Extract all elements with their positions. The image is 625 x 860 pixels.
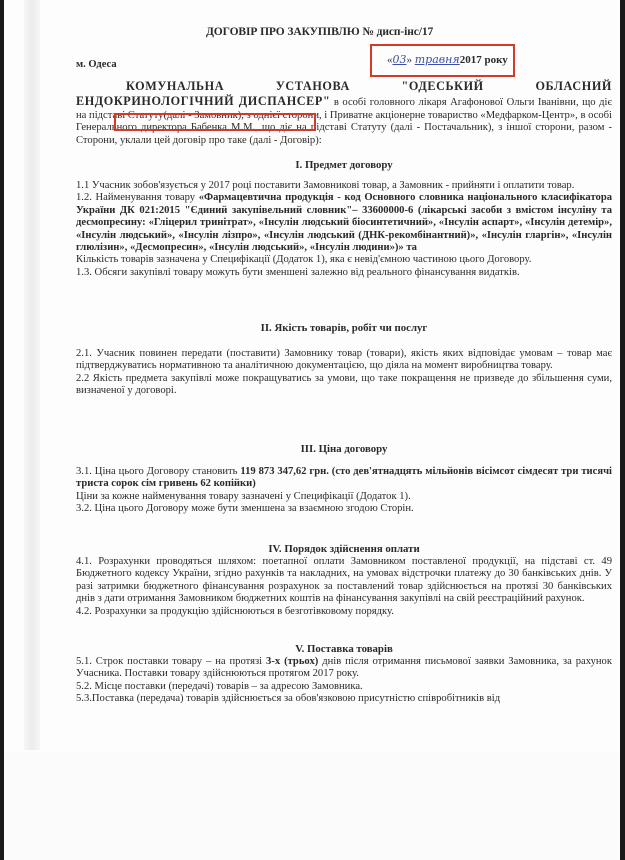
scan-shadow <box>24 0 40 750</box>
clause-3-1 <box>76 466 612 491</box>
clause-5-3: 5.3.Поставка (передача) товарів здійснюється за обов'язковою присутністю співробітників від <box>76 693 501 705</box>
section-heading-4: IV. Порядок здійснення оплати <box>268 543 420 555</box>
highlighted-representative: Генерального директора Бабенка М.М. <box>76 122 256 134</box>
parties-text-2: , що діє на підставі Статуту (далі - Постачальник), з іншої сторони, разом - Сторони, уклали цей договір про таке (далі - Договір): <box>76 122 612 146</box>
section-4-body <box>76 556 612 618</box>
date-day-handwritten: 03 <box>392 53 407 66</box>
section-2-body <box>76 348 612 398</box>
clause-1-2-lead: 1.2. Найменування товару <box>76 192 199 204</box>
clause-1-2 <box>76 192 612 254</box>
clause-2-2: 2.2 Якість предмета закупівлі може покращуватись за умови, що таке покращення не призведе до збільшення суми, визначеної у договорі. <box>76 372 612 397</box>
section-heading-5: V. Поставка товарів <box>295 643 393 655</box>
date-open-quote: « <box>387 54 393 66</box>
city-label: м. Одеса <box>76 59 117 70</box>
document-title: ДОГОВІР ПРО ЗАКУПІВЛЮ № дисп-інс/17 <box>206 26 434 38</box>
parties-text-1: в особі головного лікаря Агафонової Ольги Іванівни, що діє на підставі Статуту(далі - Замовник), з однієї сторони, і Приватне акціонерне товариство «Медфарком-Центр», в особі <box>76 97 612 121</box>
clause-3-1-lead: 3.1. Ціна цього Договору становить <box>76 466 241 477</box>
contract-price: 119 873 347,62 грн. (сто дев'ятнадцять мільйонів вісімсот сімдесят три тисячі триста сорок сім гривень 62 копійки) <box>76 466 612 490</box>
section-heading-3: III. Ціна договору <box>300 443 388 455</box>
section-5-body <box>76 656 612 706</box>
clause-3-2: 3.2. Ціна цього Договору може бути зменшена за взаємною згодою Сторін. <box>76 503 414 515</box>
customer-name: КОМУНАЛЬНА УСТАНОВА "ОДЕСЬКИЙ ОБЛАСНИЙ ЕНДОКРИНОЛОГІЧНИЙ ДИСПАНСЕР" <box>76 79 612 109</box>
clause-5-1-lead: 5.1. Строк поставки товару – на протязі <box>76 656 267 667</box>
date-close-quote: » <box>406 54 412 66</box>
clause-1-2-product: «Фармацевтична продукція - код Основного словника національного класифікатора України ДК 021:2015 "Єдиний закупівельний словник"– 33600000-6 (лікарські засоби з вмістом інсуліну та десмопресину: «Гліцерил тринітрат», «Інсулін людський біосинтетичний», «Інсулін аспарт», «Інсулін детемір», «Інсулін людський», «Інсулін лізпро», «Інсулін людський (ДНК-рекомбінантний)», «Інсулін гларгін», «Інсулін глюлізин», «Десмопресин», «Інсулін людський», «Інсулін людини»)» та <box>76 192 613 254</box>
clause-2-1: 2.1. Учасник повинен передати (поставити) Замовнику товар (товари), якість яких відповідає умовам – товар має підтверджуватись нормативною та аналітичною документацією, що діяла на момент виробництва товару. <box>76 348 612 372</box>
date-month-handwritten: травня <box>414 53 460 66</box>
clause-1-1: 1.1 Учасник зобов'язується у 2017 році поставити Замовникові товар, а Замовник - прийняти і оплатити товар. <box>76 180 575 191</box>
clause-quantity: Кількість товарів зазначена у Специфікації (Додаток 1), яка є невід'ємною частиною цього Договору. <box>76 254 532 266</box>
section-3-body <box>76 466 612 516</box>
clause-prices: Ціни за кожне найменування товару зазначені у Специфікації (Додаток 1). <box>76 490 411 502</box>
date-year: 2017 року <box>459 54 508 66</box>
contract-date <box>387 54 508 66</box>
section-heading-2: II. Якість товарів, робіт чи послуг <box>260 322 428 334</box>
representative-highlight-box <box>114 113 316 131</box>
clause-1-3: 1.3. Обсяги закупівлі товару можуть бути зменшені залежно від реального фінансування видатків. <box>76 266 520 278</box>
clause-5-1 <box>76 656 612 681</box>
section-1-body <box>76 180 612 279</box>
clause-4-2: 4.2. Розрахунки за продукцію здійснюються в безготівковому порядку. <box>76 605 394 617</box>
document-page <box>4 0 620 860</box>
clause-5-1-tail: днів після отримання письмової заявки Замовника, за рахунок Учасника. Поставки товару здійснюються протягом 2017 року. <box>76 656 613 680</box>
delivery-term: 3-х (трьох) <box>266 656 319 667</box>
section-heading-1: I. Предмет договору <box>295 159 393 171</box>
clause-5-2: 5.2. Місце поставки (передачі) товарів – за адресою Замовника. <box>76 680 363 692</box>
clause-4-1: 4.1. Розрахунки проводяться шляхом: поетапної оплати Замовником поставленої продукції, на підставі ст. 49 Бюджетного кодексу України, згідно рахунків та накладних, на умовах відстрочки платежу до 30 банківських днів. У разі затримки бюджетного фінансування розрахунок за поставлений товар здійснюється на протязі 30 банківських днів з дати отримання Замовником бюджетних коштів на фінансування закупівлі на свій реєстраційний рахунок. <box>76 556 612 605</box>
blank-paper-area <box>4 752 620 860</box>
